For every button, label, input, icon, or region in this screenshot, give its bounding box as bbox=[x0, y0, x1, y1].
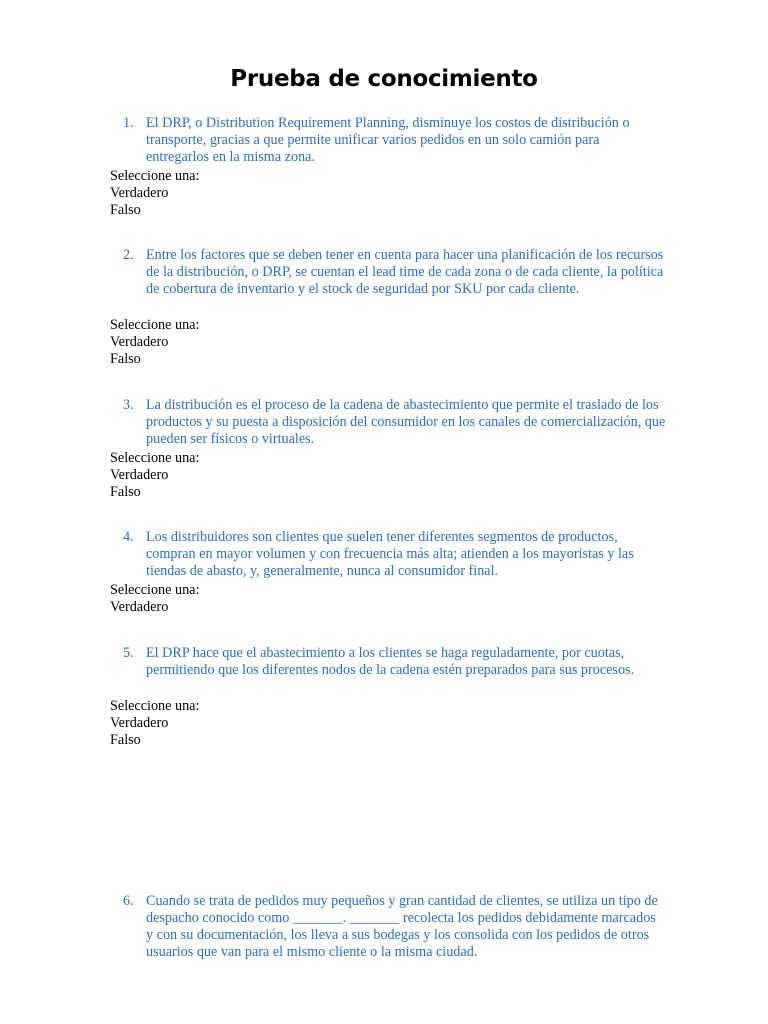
question-text: Entre los factores que se deben tener en cuenta para hacer una planificación de los recursos de la distribución, o DRP, se cuentan el lead time de cada zona o de cada cliente, la política de cobertura de inventario y el stock de seguridad por SKU por cada cliente. bbox=[146, 247, 664, 297]
answer-options-4 bbox=[110, 582, 199, 616]
option-verdadero[interactable]: Verdadero bbox=[110, 467, 169, 483]
option-verdadero[interactable]: Verdadero bbox=[110, 185, 169, 201]
option-falso[interactable]: Falso bbox=[110, 732, 141, 748]
question-4 bbox=[123, 529, 666, 580]
answer-options-5 bbox=[110, 698, 199, 749]
option-falso[interactable]: Falso bbox=[110, 202, 141, 218]
question-number: 5. bbox=[123, 645, 134, 661]
select-label: Seleccione una: bbox=[110, 582, 200, 598]
question-text: La distribución es el proceso de la cadena de abastecimiento que permite el traslado de los productos y su puesta a disposición del consumidor en los canales de comercialización, que pueden ser físicos o virtuales. bbox=[146, 397, 666, 447]
question-number: 4. bbox=[123, 529, 134, 545]
option-verdadero[interactable]: Verdadero bbox=[110, 599, 169, 615]
question-2 bbox=[123, 247, 666, 298]
question-text: Los distribuidores son clientes que suelen tener diferentes segmentos de productos, compran en mayor volumen y con frecuencia más alta; atienden a los mayoristas y las tiendas de abasto, y, generalmente, nunca al consumidor final. bbox=[146, 529, 634, 579]
question-3 bbox=[123, 397, 666, 448]
page-title: Prueba de conocimiento bbox=[230, 66, 538, 92]
answer-options-1 bbox=[110, 168, 199, 219]
question-6 bbox=[123, 893, 666, 961]
question-number: 3. bbox=[123, 397, 134, 413]
answer-options-2 bbox=[110, 317, 199, 368]
option-falso[interactable]: Falso bbox=[110, 484, 141, 500]
option-falso[interactable]: Falso bbox=[110, 351, 141, 367]
question-number: 2. bbox=[123, 247, 134, 263]
answer-options-3 bbox=[110, 450, 199, 501]
question-text: Cuando se trata de pedidos muy pequeños y gran cantidad de clientes, se utiliza un tipo de despacho conocido como _______. _______ recolecta los pedidos debidamente marcados y con su documentación, los lleva a sus bodegas y los consolida con los pedidos de otros usuarios que van para el mismo cliente o la misma ciudad. bbox=[146, 893, 658, 960]
select-label: Seleccione una: bbox=[110, 698, 200, 714]
option-verdadero[interactable]: Verdadero bbox=[110, 334, 169, 350]
select-label: Seleccione una: bbox=[110, 450, 200, 466]
select-label: Seleccione una: bbox=[110, 317, 200, 333]
question-text: El DRP, o Distribution Requirement Planning, disminuye los costos de distribución o transporte, gracias a que permite unificar varios pedidos en un solo camión para entregarlos en la misma zona. bbox=[146, 115, 630, 165]
question-text: El DRP hace que el abastecimiento a los clientes se haga reguladamente, por cuotas, permitiendo que los diferentes nodos de la cadena estén preparados para sus procesos. bbox=[146, 645, 635, 678]
question-5 bbox=[123, 645, 666, 679]
question-number: 1. bbox=[123, 115, 134, 131]
select-label: Seleccione una: bbox=[110, 168, 200, 184]
option-verdadero[interactable]: Verdadero bbox=[110, 715, 169, 731]
question-number: 6. bbox=[123, 893, 134, 909]
question-1 bbox=[123, 115, 666, 166]
